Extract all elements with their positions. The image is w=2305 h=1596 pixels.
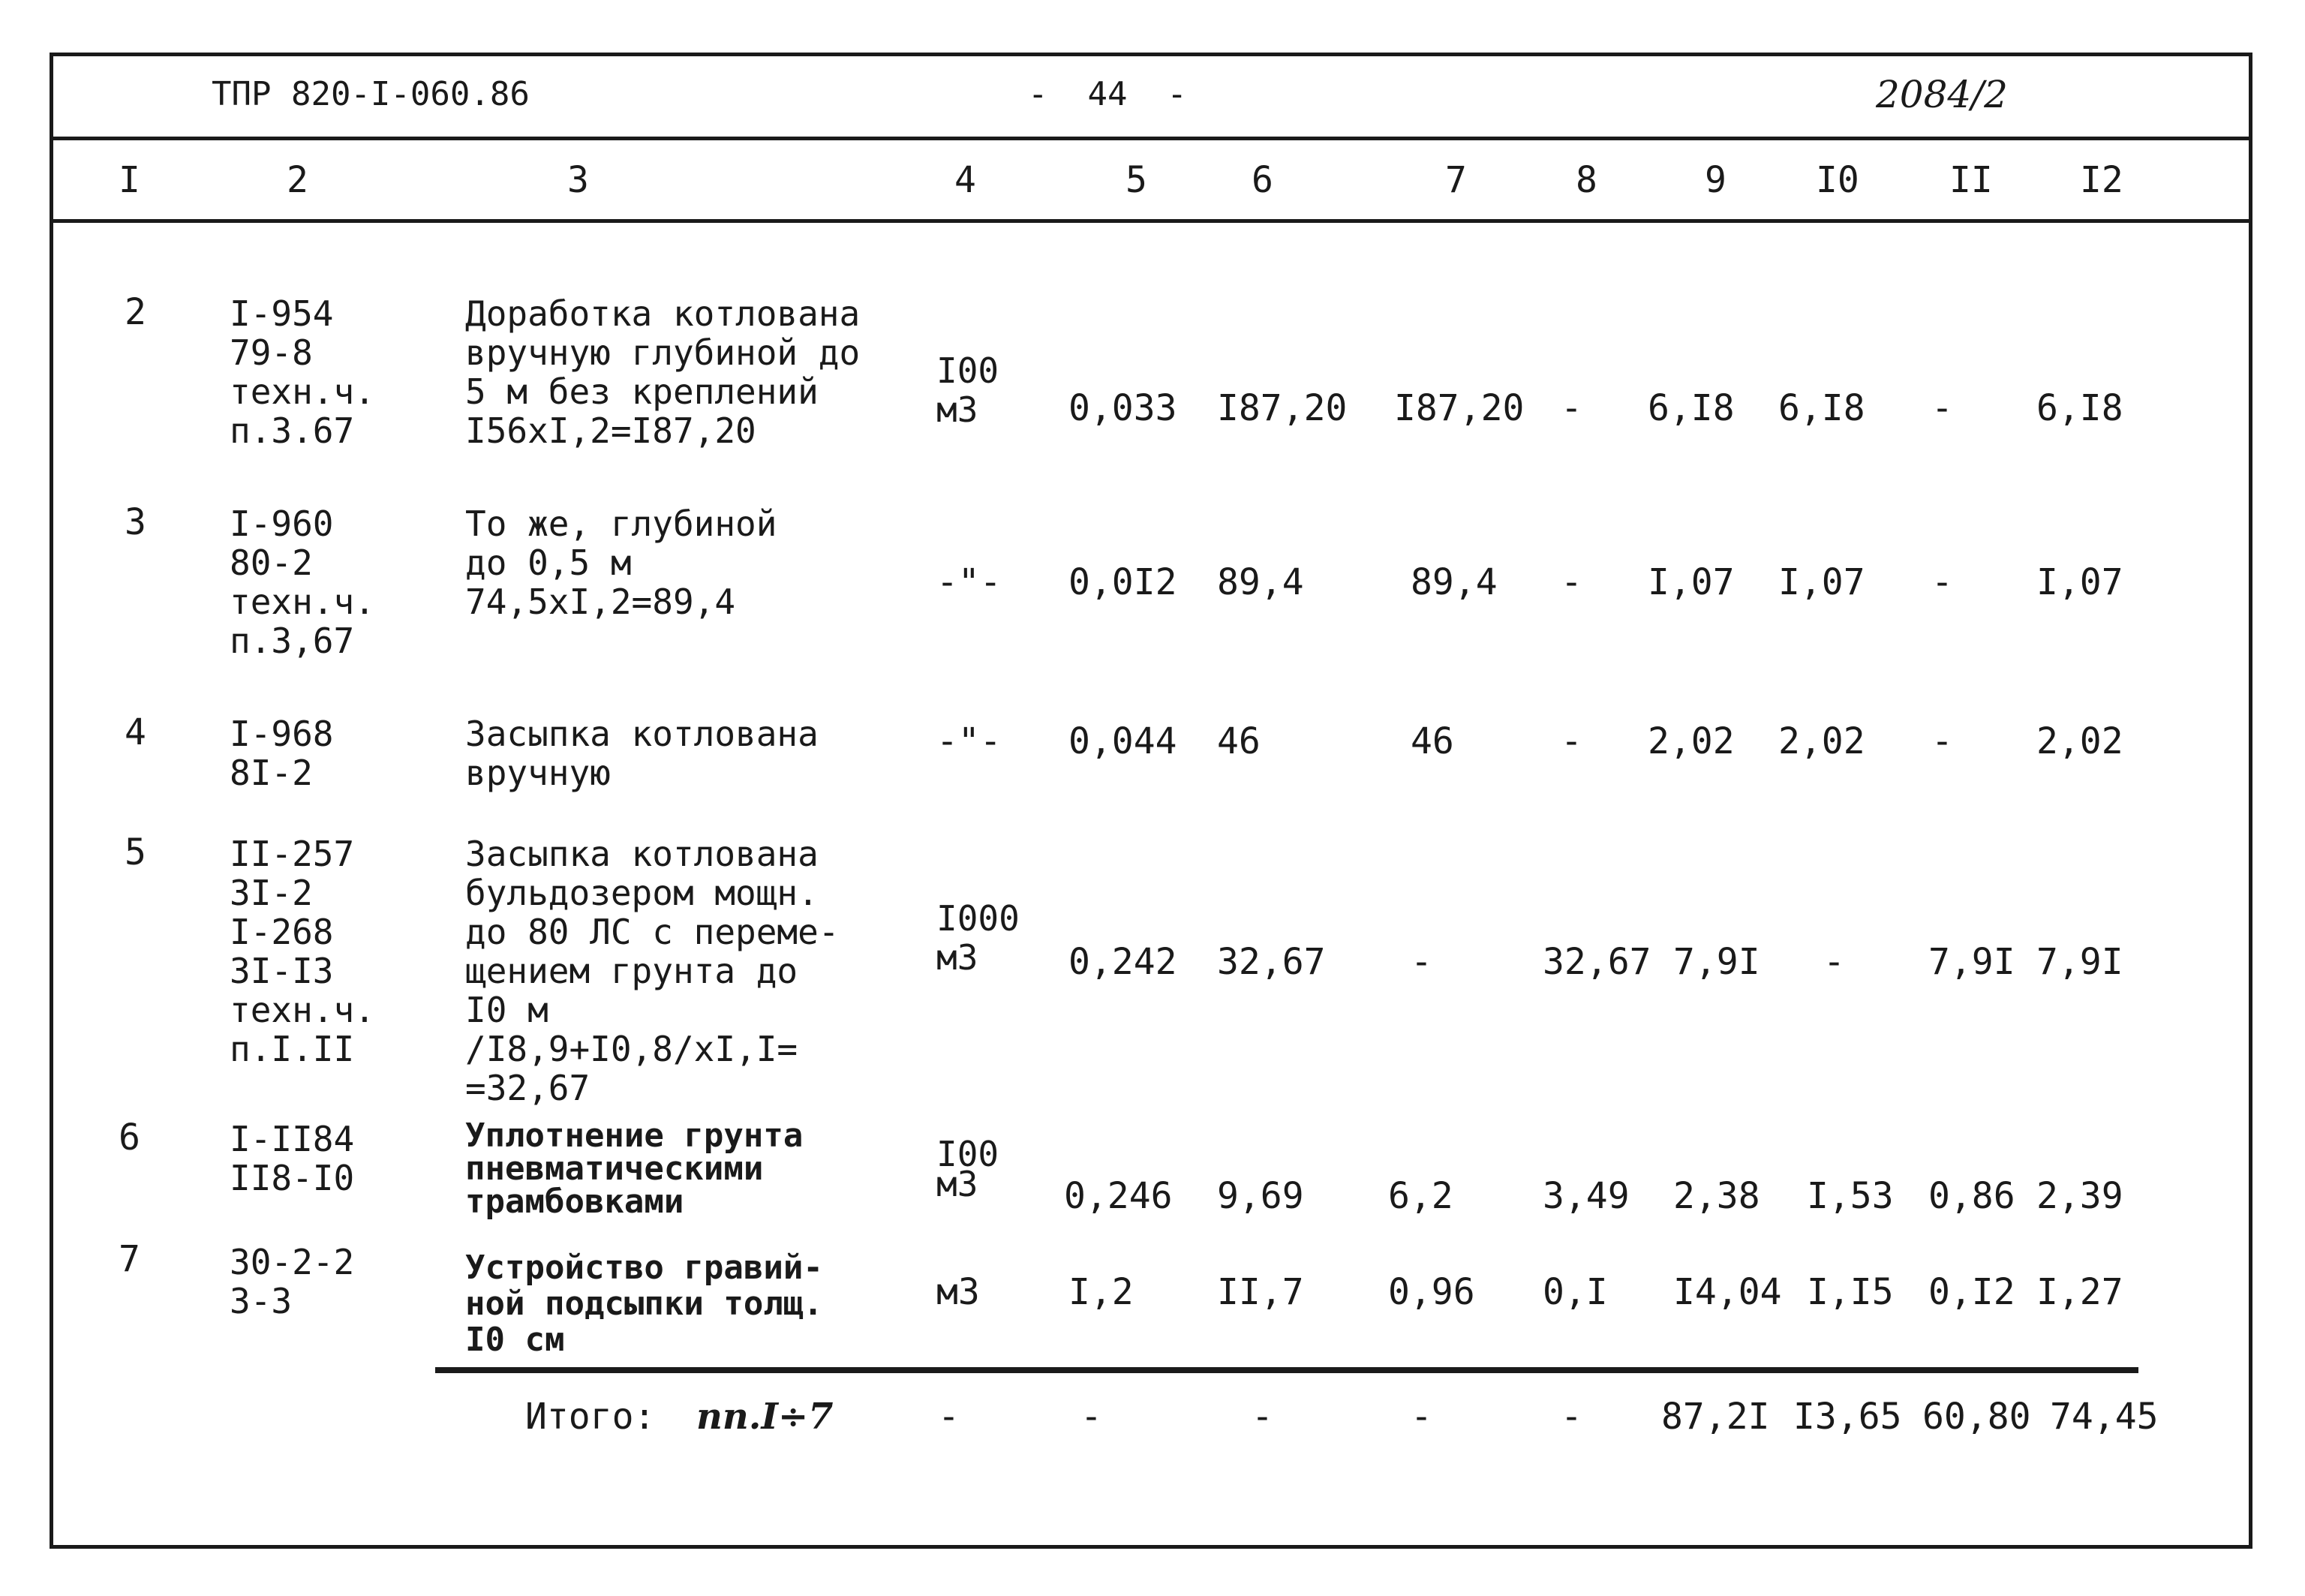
total-col7: - xyxy=(1411,1396,1432,1438)
col-header-4: 4 xyxy=(954,159,976,201)
total-col11: 60,80 xyxy=(1922,1396,2031,1438)
row-unit: -"- xyxy=(936,561,1002,603)
col-header-3: 3 xyxy=(567,159,589,201)
row-col10: I,07 xyxy=(1778,561,1865,603)
row-description: То же, глубиной до 0,5 м 74,5xI,2=89,4 xyxy=(465,503,777,622)
row-col11: - xyxy=(1931,387,1953,429)
col-header-11: II xyxy=(1949,159,1993,201)
row-col7: I87,20 xyxy=(1394,387,1525,429)
total-rule xyxy=(435,1367,2138,1373)
row-col10: I,53 xyxy=(1807,1175,1894,1217)
row-col9: I4,04 xyxy=(1673,1271,1782,1313)
total-col12: 74,45 xyxy=(2050,1396,2159,1438)
row-code: I-II84 II8-I0 xyxy=(230,1119,355,1198)
row-col8: - xyxy=(1561,387,1582,429)
row-col5: 0,242 xyxy=(1068,941,1177,983)
row-unit: м3 xyxy=(936,1271,980,1313)
total-ref: пп.I÷7 xyxy=(696,1396,834,1438)
total-col4: - xyxy=(938,1396,960,1438)
row-col11: 0,I2 xyxy=(1928,1271,2015,1313)
row-unit: -"- xyxy=(936,720,1002,762)
row-col9: 6,I8 xyxy=(1648,387,1735,429)
row-description: Уплотнение грунта пневматическими трамбовками xyxy=(465,1117,804,1221)
row-col9: 2,02 xyxy=(1648,720,1735,762)
row-col10: - xyxy=(1823,941,1845,983)
col-header-7: 7 xyxy=(1445,159,1467,201)
row-col5: 0,044 xyxy=(1068,720,1177,762)
col-header-5: 5 xyxy=(1125,159,1147,201)
row-col10: 2,02 xyxy=(1778,720,1865,762)
total-col6: - xyxy=(1252,1396,1273,1438)
row-col11: - xyxy=(1931,720,1953,762)
row-num: 3 xyxy=(125,501,146,543)
row-col10: I,I5 xyxy=(1807,1271,1894,1313)
row-description: Устройство гравий- ной подсыпки толщ. I0 см xyxy=(465,1249,823,1359)
row-col12: 2,02 xyxy=(2036,720,2123,762)
row-col11: - xyxy=(1931,561,1953,603)
row-col6: 32,67 xyxy=(1217,941,1326,983)
row-col7: 89,4 xyxy=(1411,561,1498,603)
row-col9: I,07 xyxy=(1648,561,1735,603)
row-code: I-954 79-8 техн.ч. п.3.67 xyxy=(230,293,375,451)
document-frame xyxy=(50,53,2252,1549)
row-num: 6 xyxy=(119,1117,140,1159)
row-col6: I87,20 xyxy=(1217,387,1348,429)
row-col7: 6,2 xyxy=(1388,1175,1453,1217)
page-number: - 44 - xyxy=(1028,75,1187,113)
total-col9: 87,2I xyxy=(1661,1396,1770,1438)
col-header-6: 6 xyxy=(1252,159,1273,201)
col-header-9: 9 xyxy=(1705,159,1726,201)
row-code: 30-2-2 3-3 xyxy=(230,1242,355,1321)
row-col6: 89,4 xyxy=(1217,561,1304,603)
row-col11: 0,86 xyxy=(1928,1175,2015,1217)
row-code: II-257 3I-2 I-268 3I-I3 техн.ч. п.I.II xyxy=(230,834,375,1069)
row-code: I-960 80-2 техн.ч. п.3,67 xyxy=(230,503,375,661)
row-col12: 7,9I xyxy=(2036,941,2123,983)
row-code: I-968 8I-2 xyxy=(230,714,334,793)
row-col8: 32,67 xyxy=(1543,941,1651,983)
row-col5: 0,033 xyxy=(1068,387,1177,429)
row-num: 2 xyxy=(125,291,146,333)
row-num: 7 xyxy=(119,1238,140,1280)
row-col6: 46 xyxy=(1217,720,1261,762)
row-col6: II,7 xyxy=(1217,1271,1304,1313)
col-header-1: I xyxy=(119,159,140,201)
row-col7: - xyxy=(1411,941,1432,983)
col-header-2: 2 xyxy=(287,159,308,201)
row-description: Засыпка котлована вручную xyxy=(465,714,819,793)
row-col9: 7,9I xyxy=(1673,941,1760,983)
row-description: Доработка котлована вручную глубиной до 5 м без креплений I56xI,2=I87,20 xyxy=(465,293,861,451)
row-col6: 9,69 xyxy=(1217,1175,1304,1217)
row-col9: 2,38 xyxy=(1673,1175,1760,1217)
row-col7: 46 xyxy=(1411,720,1454,762)
row-col12: 2,39 xyxy=(2036,1175,2123,1217)
row-unit: I00 м3 xyxy=(936,1134,999,1204)
total-label: Итого: xyxy=(525,1396,656,1438)
header-divider xyxy=(50,137,2252,140)
row-num: 4 xyxy=(125,711,146,753)
total-col10: I3,65 xyxy=(1793,1396,1902,1438)
row-col5: I,2 xyxy=(1068,1271,1134,1313)
row-col10: 6,I8 xyxy=(1778,387,1865,429)
row-col7: 0,96 xyxy=(1388,1271,1475,1313)
col-header-8: 8 xyxy=(1576,159,1597,201)
row-col8: - xyxy=(1561,720,1582,762)
row-col12: 6,I8 xyxy=(2036,387,2123,429)
row-unit: I00 м3 xyxy=(936,350,999,430)
row-col8: 3,49 xyxy=(1543,1175,1630,1217)
total-col5: - xyxy=(1080,1396,1102,1438)
row-col5: 0,246 xyxy=(1064,1175,1173,1217)
col-header-12: I2 xyxy=(2080,159,2123,201)
handwritten-ref: 2084/2 xyxy=(1876,73,2008,116)
column-header-divider xyxy=(50,219,2252,223)
col-header-10: I0 xyxy=(1816,159,1859,201)
row-col12: I,27 xyxy=(2036,1271,2123,1313)
row-col8: 0,I xyxy=(1543,1271,1608,1313)
row-col12: I,07 xyxy=(2036,561,2123,603)
row-num: 5 xyxy=(125,831,146,873)
row-unit: I000 м3 xyxy=(936,898,1020,978)
row-col5: 0,0I2 xyxy=(1068,561,1177,603)
doc-code: ТПР 820-I-060.86 xyxy=(212,75,530,113)
total-col8: - xyxy=(1561,1396,1582,1438)
row-col8: - xyxy=(1561,561,1582,603)
row-description: Засыпка котлована бульдозером мощн. до 80 ЛС с переме- щением грунта до I0 м /I8,9+I0,8/xI,I= =32,67 xyxy=(465,834,840,1108)
row-col11: 7,9I xyxy=(1928,941,2015,983)
